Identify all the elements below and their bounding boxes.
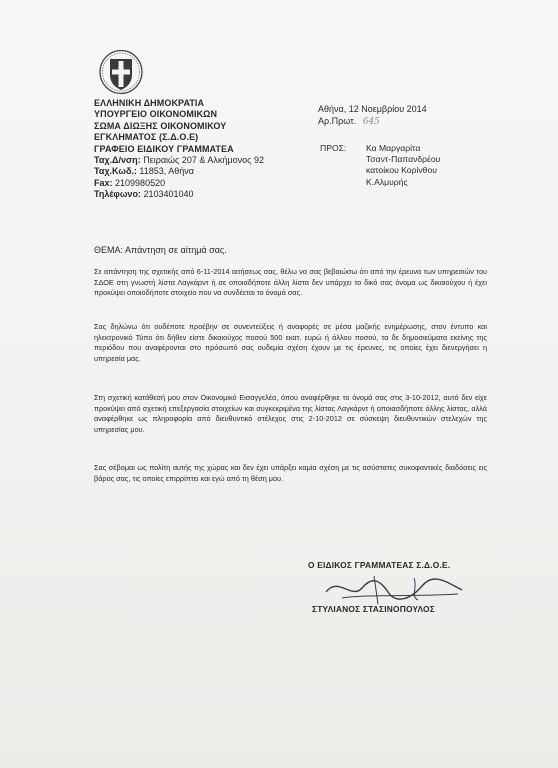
address-value: Πειραιώς 207 & Αλκήμονος 92 <box>143 155 264 166</box>
header-line: ΣΩΜΑ ΔΙΩΞΗΣ ΟΙΚΟΝΟΜΙΚΟΥ <box>94 120 227 131</box>
body-paragraph-4: Σας σέβομαι ως πολίτη αυτής της χώρας και δεν έχει υπάρξει καμία σχέση με τις ασύστατες συκοφαντικές διαδόσεις εις βάρος σας, τις οποίες επιρρίπτει και εγώ από τη θέση μου. <box>94 463 487 483</box>
subject-line: ΘΕΜΑ: Απάντηση σε αίτημά σας. <box>94 245 227 255</box>
fax-row <box>94 178 264 189</box>
signatory-title: Ο ΕΙΔΙΚΟΣ ΓΡΑΜΜΑΤΕΑΣ Σ.Δ.Ο.Ε. <box>308 560 451 570</box>
recipient-line3: κατοίκου Κορίνθου <box>366 165 437 176</box>
recipient-line4: Κ.Αλμυρής <box>366 176 408 187</box>
header-line: ΥΠΟΥΡΓΕΙΟ ΟΙΚΟΝΟΜΙΚΩΝ <box>94 109 218 120</box>
recipient-surname: Τσαντ-Παπανδρέου <box>366 154 441 165</box>
phone-label: Τηλέφωνο: <box>94 189 141 200</box>
fax-value: 2109980520 <box>115 177 166 188</box>
postcode-row <box>94 166 264 177</box>
address-label: Ταχ.Δ/νση: <box>94 155 141 166</box>
body-paragraph-2: Σας δηλώνω ότι ουδέποτε προέβην σε συνεντεύξεις ή αναφορές σε μέσα μαζικής ενημέρωσης, στον έντυπο και ηλεκτρονικό Τύπο ότι δήθεν είστε δικαιούχος ποσού 500 εκατ. ευρώ ή άλλου ποσού, τα δε δημοσιεύματα εκείνης της περιόδου που αναφέρονται στο πρόσωπό σας ουδεμία σχέση έχουν με τις έρευνες, τις οποίες έχει διενεργήσει η υπηρεσία μας. <box>94 322 487 363</box>
phone-row <box>94 189 264 200</box>
phone-value: 2103401040 <box>143 189 194 200</box>
recipient-name: Κα Μαργαρίτα <box>366 143 421 153</box>
sender-block <box>94 98 264 201</box>
letter-date: Αθήνα, 12 Νοεμβρίου 2014 <box>318 104 427 114</box>
signatory-name: ΣΤΥΛΙΑΝΟΣ ΣΤΑΣΙΝΟΠΟΥΛΟΣ <box>312 604 435 614</box>
header-line: ΓΡΑΦΕΙΟ ΕΙΔΙΚΟΥ ΓΡΑΜΜΑΤΕΑ <box>94 143 234 154</box>
body-paragraph-1: Σε απάντηση της σχετικής από 6-11-2014 αιτήσεως σας, θέλω να σας βεβαιώσω ότι από την έρευνα των υπηρεσιών του ΣΔΟΕ στη γνωστή λίστα Λαγκάρντ ή σε οποιαδήποτε άλλη λίστα δεν υπάρχει το δικό σας όνομα ως δικαιούχου ή έχει προκύψει οποιοδήποτε στοιχείο που να συνδέεται το όνομά σας. <box>94 267 487 298</box>
fax-label: Fax: <box>94 177 113 188</box>
body-paragraph-3: Στη σχετική κατάθεσή μου στον Οικονομικό Εισαγγελέα, όπου αναφέρθηκε το όνομά σας στις 3-10-2012, αυτό δεν είχε προκύψει από σχετική επεξεργασία στοιχείων και συγκεκριμένα της λίστας Λαγκάρντ ή οποιασδήποτε άλλης λίστας, αλλά αναφέρθηκε ως πληροφορία από διευθυντικό στέλεχος στις 2-10-2012 σε σύσκεψη διευθυντικών στελεχών της υπηρεσίας μου. <box>94 393 487 434</box>
date-block <box>318 104 427 128</box>
protocol-label: Αρ.Πρωτ. <box>318 115 357 126</box>
postcode-label: Ταχ.Κωδ.: <box>94 166 137 177</box>
recipient-label: ΠΡΟΣ: <box>320 143 347 153</box>
greek-coat-of-arms-icon <box>98 47 144 95</box>
address-row <box>94 155 264 166</box>
protocol-number: 645 <box>362 116 380 127</box>
header-line: ΕΛΛΗΝΙΚΗ ΔΗΜΟΚΡΑΤΙΑ <box>94 98 205 108</box>
recipient-row <box>320 143 440 154</box>
recipient-block <box>320 143 440 188</box>
protocol-row <box>318 116 427 129</box>
postcode-value: 11853, Αθήνα <box>139 166 195 177</box>
header-line: ΕΓΚΛΗΜΑΤΟΣ (Σ.Δ.Ο.Ε) <box>94 132 199 143</box>
